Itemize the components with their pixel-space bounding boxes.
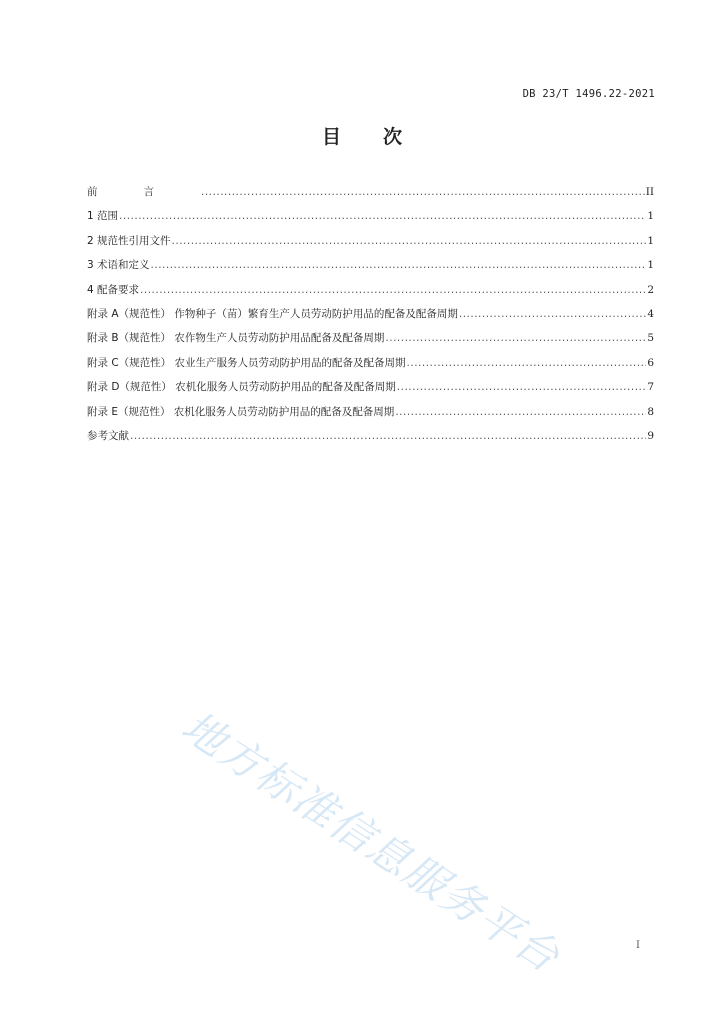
toc-entry-page: 7 (647, 381, 654, 394)
toc-entry-page: 8 (647, 405, 654, 418)
toc-leader-dots (172, 235, 647, 247)
toc-entry-annex-a[interactable] (87, 306, 654, 330)
toc-entry-normative-references[interactable] (87, 233, 654, 257)
toc-entry-annex-b[interactable] (87, 330, 654, 354)
title-char-2: 次 (383, 126, 403, 148)
title-char-1: 目 (321, 126, 341, 148)
page-number: I (636, 940, 640, 951)
toc-leader-dots (119, 210, 646, 222)
toc-entry-page: 1 (647, 234, 654, 247)
toc-entry-page: 9 (647, 429, 654, 442)
toc-entry-label: 附录 D（规范性） 农机化服务人员劳动防护用品的配备及配备周期 (87, 381, 396, 394)
toc-entry-label: 前言 (87, 186, 200, 198)
toc-leader-dots (151, 259, 647, 271)
toc-entry-label: 4 配备要求 (87, 283, 140, 296)
table-of-contents (87, 184, 654, 452)
toc-entry-annex-e[interactable] (87, 404, 654, 428)
toc-entry-page: 2 (647, 283, 654, 296)
toc-entry-requirements[interactable] (87, 282, 654, 306)
toc-leader-dots (395, 406, 646, 418)
toc-leader-dots (140, 284, 646, 296)
toc-leader-dots (407, 357, 647, 369)
toc-leader-dots (459, 308, 646, 320)
toc-entry-label: 附录 A（规范性） 作物种子（苗）繁育生产人员劳动防护用品的配备及配备周期 (87, 307, 458, 320)
toc-entry-label: 2 规范性引用文件 (87, 234, 171, 247)
toc-entry-annex-c[interactable] (87, 355, 654, 379)
toc-entry-page: 5 (647, 332, 654, 345)
toc-leader-dots (385, 332, 646, 344)
toc-entry-page: 6 (647, 356, 654, 369)
toc-entry-label: 附录 C（规范性） 农业生产服务人员劳动防护用品的配备及配备周期 (87, 356, 406, 369)
toc-entry-page: 1 (647, 210, 654, 223)
toc-leader-dots (130, 430, 646, 442)
toc-entry-label: 附录 B（规范性） 农作物生产人员劳动防护用品配备及配备周期 (87, 332, 385, 345)
document-code: DB 23/T 1496.22-2021 (522, 88, 655, 100)
toc-entry-terms-definitions[interactable] (87, 257, 654, 281)
toc-entry-bibliography[interactable] (87, 428, 654, 452)
toc-entry-label: 附录 E（规范性） 农机化服务人员劳动防护用品的配备及配备周期 (87, 405, 395, 418)
toc-entry-annex-d[interactable] (87, 379, 654, 403)
toc-entry-page: 1 (647, 259, 654, 272)
page-title (0, 122, 724, 149)
toc-entry-label: 3 术语和定义 (87, 259, 150, 272)
toc-entry-scope[interactable] (87, 208, 654, 232)
toc-entry-page: 4 (647, 307, 654, 320)
toc-entry-page: II (645, 186, 654, 198)
toc-leader-dots (201, 186, 645, 198)
toc-entry-foreword[interactable] (87, 184, 654, 208)
toc-entry-label: 参考文献 (87, 429, 129, 442)
toc-leader-dots (397, 381, 647, 393)
toc-entry-label: 1 范围 (87, 210, 119, 223)
watermark: 地方标准信息服务平台 (173, 701, 570, 983)
